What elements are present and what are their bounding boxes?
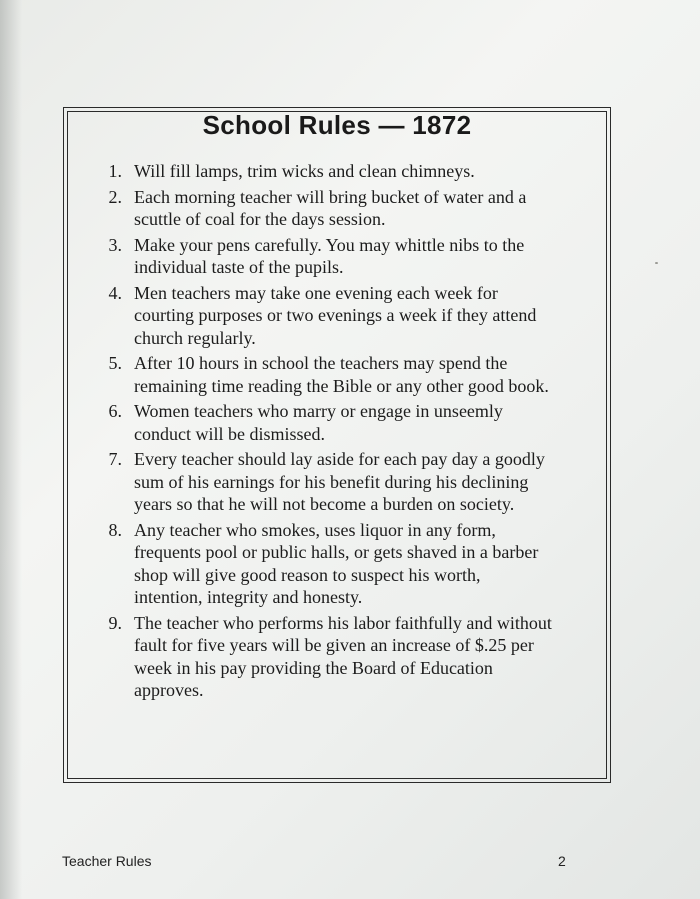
rule-number: 5. (108, 353, 122, 373)
rule-item (80, 612, 615, 702)
page-edge-shadow (0, 0, 22, 899)
rule-number: 4. (108, 282, 122, 303)
rule-item (80, 519, 615, 609)
rule-item (80, 160, 615, 183)
rule-item (80, 352, 615, 397)
rule-text: Will fill lamps, trim wicks and clean chimneys. (134, 161, 475, 181)
rule-text: Women teachers who marry or engage in unseemly conduct will be dismissed. (134, 401, 503, 444)
rule-item (80, 234, 615, 279)
rule-text: Each morning teacher will bring bucket of water and a scuttle of coal for the days session. (134, 186, 527, 229)
rule-text: The teacher who performs his labor faithfully and without fault for five years will be given an increase of $.25 per week in his pay providing the Board of Education approves. (134, 612, 552, 700)
rule-text: Men teachers may take one evening each week for courting purposes or two evenings a week if they attend church regularly. (134, 282, 537, 348)
rule-number: 7. (108, 449, 122, 469)
rule-item (80, 186, 615, 231)
rule-number: 2. (108, 186, 122, 207)
rule-text: Make your pens carefully. You may whittle nibs to the individual taste of the pupils. (134, 234, 525, 277)
rule-number: 3. (108, 234, 122, 255)
page-number: 2 (558, 853, 566, 869)
rules-list (80, 160, 615, 705)
rule-text: Any teacher who smokes, uses liquor in any form, frequents pool or public halls, or gets shaved in a barber shop will give good reason to suspect his worth, intention, integrity and honesty. (134, 519, 539, 607)
page-title: School Rules — 1872 (202, 110, 472, 140)
paper-speck (655, 262, 658, 264)
rule-text: After 10 hours in school the teachers may spend the remaining time reading the Bible or any other good book. (134, 353, 549, 396)
rule-item (80, 400, 615, 445)
rule-number: 1. (108, 161, 122, 181)
rule-item (80, 282, 615, 350)
rule-number: 9. (108, 612, 122, 633)
rule-number: 6. (108, 401, 122, 421)
footer-label: Teacher Rules (62, 853, 152, 869)
rule-number: 8. (108, 519, 122, 540)
rule-item (80, 448, 615, 516)
rule-text: Every teacher should lay aside for each pay day a goodly sum of his earnings for his benefit during his declining years so that he will not become a burden on society. (134, 449, 545, 514)
